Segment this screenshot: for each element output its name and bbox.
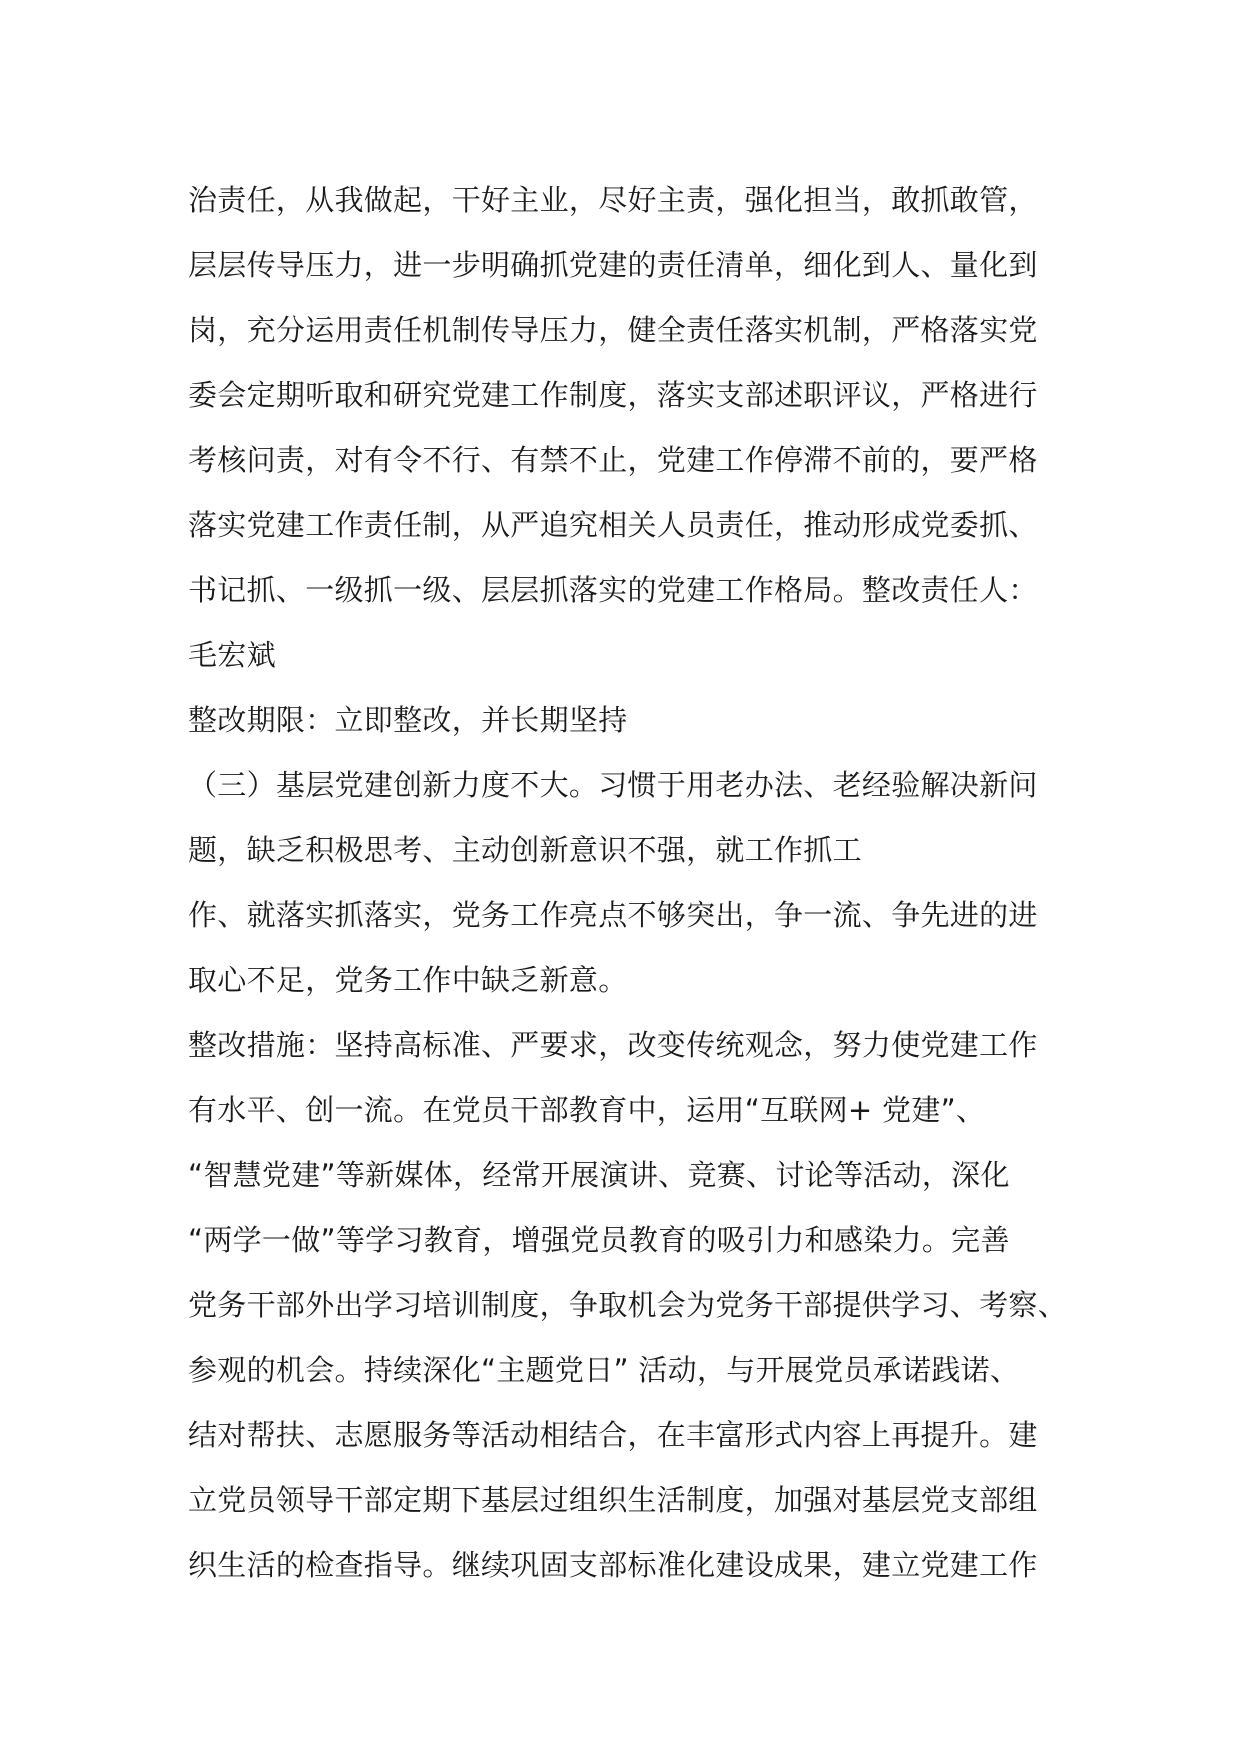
text-line: 岗，充分运用责任机制传导压力，健全责任落实机制，严格落实党: [188, 313, 1038, 347]
text-line: 落实党建工作责任制，从严追究相关人员责任，推动形成党委抓、: [188, 508, 1038, 542]
text-line: 织生活的检查指导。继续巩固支部标准化建设成果，建立党建工作: [188, 1548, 1038, 1582]
text-line: 层层传导压力，进一步明确抓党建的责任清单，细化到人、量化到: [188, 248, 1038, 282]
text-line: 党务干部外出学习培训制度，争取机会为党务干部提供学习、考察、: [188, 1288, 1068, 1322]
text-line: 取心不足，党务工作中缺乏新意。: [188, 963, 628, 997]
text-line: 有水平、创一流。在党员干部教育中，运用“互联网+ 党建”、: [188, 1093, 986, 1127]
deadline-line: 整改期限：立即整改，并长期坚持: [188, 703, 628, 737]
body-text: [188, 168, 1088, 1598]
responsible-person: 毛宏斌: [188, 638, 276, 672]
text-line: 作、就落实抓落实，党务工作亮点不够突出，争一流、争先进的进: [188, 898, 1038, 932]
measures-line: 整改措施：坚持高标准、严要求，改变传统观念，努力使党建工作: [188, 1028, 1038, 1062]
text-line: 结对帮扶、志愿服务等活动相结合，在丰富形式内容上再提升。建: [188, 1418, 1038, 1452]
text-line: 题，缺乏积极思考、主动创新意识不强，就工作抓工: [188, 833, 862, 867]
text-line: 治责任，从我做起，干好主业，尽好主责，强化担当，敢抓敢管，: [188, 183, 1038, 217]
text-line: 书记抓、一级抓一级、层层抓落实的党建工作格局。整改责任人：: [188, 573, 1038, 607]
text-line: 委会定期听取和研究党建工作制度，落实支部述职评议，严格进行: [188, 378, 1038, 412]
text-line: 参观的机会。持续深化“主题党日” 活动，与开展党员承诺践诺、: [188, 1353, 1020, 1387]
text-line: “两学一做”等学习教育，增强党员教育的吸引力和感染力。完善: [188, 1223, 1010, 1257]
text-line: “智慧党建”等新媒体，经常开展演讲、竞赛、讨论等活动，深化: [188, 1158, 1010, 1192]
text-line: 立党员领导干部定期下基层过组织生活制度，加强对基层党支部组: [188, 1483, 1038, 1517]
section-heading-three: （三）基层党建创新力度不大。习惯于用老办法、老经验解决新问: [188, 768, 1038, 802]
text-line: 考核问责，对有令不行、有禁不止，党建工作停滞不前的，要严格: [188, 443, 1038, 477]
